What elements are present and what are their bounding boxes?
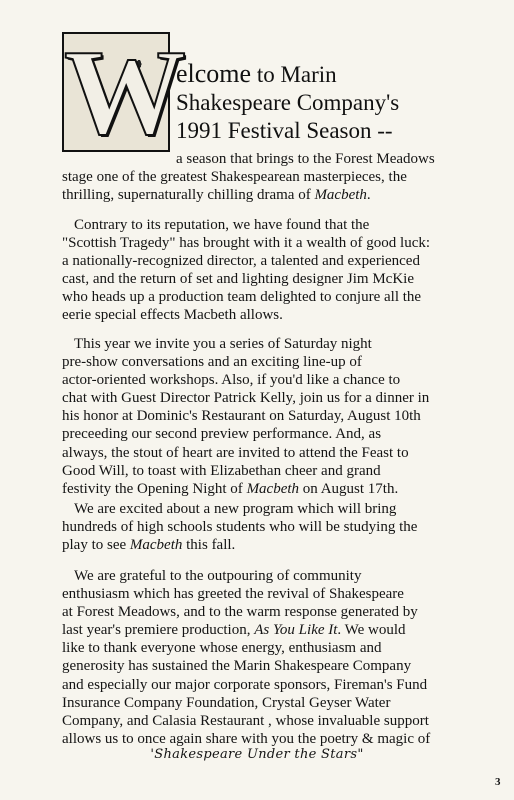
page-number: 3 (495, 776, 501, 788)
paragraph-scottish-tragedy: Contrary to its reputation, we have found that the "Scottish Tragedy" has brought with it a wealth of good luck: a nationally-recognized director, a talented and experienced cast, and the return of set and lighting designer Jim McKie who heads up a production team delighted to conjure all the eerie special effects Macbeth allows. (62, 217, 431, 324)
heading-line-3: 1991 Festival Season -- (176, 118, 393, 143)
paragraph-school-program: We are excited about a new program which will bring hundreds of high schools students who will be studying the play to see Macbeth this fall. (62, 501, 418, 554)
welcome-heading (176, 60, 506, 145)
ornamental-dropcap-w (62, 25, 186, 160)
heading-line-1: elcome to Marin (176, 59, 337, 88)
dropcap-letter: W (64, 25, 186, 160)
heading-line-2: Shakespeare Company's (176, 90, 400, 115)
paragraph-intro: stage one of the greatest Shakespearean masterpieces, the thrilling, supernaturally chilling drama of Macbeth. (62, 169, 407, 204)
paragraph-gratitude: We are grateful to the outpouring of community enthusiasm which has greeted the revival of Shakespeare at Forest Meadows, and to the warm response generated by last year's premiere production, As You Like It. We would like to thank everyone whose energy, enthusiasm and generosity has sustained the Marin Shakespeare Company and especially our major corporate sponsors, Fireman's Fund Insurance Company Foundation, Crystal Geyser Water Company, and Calasia Restaurant , whose invaluable support allows us to once again share with you the poetry & magic of (62, 568, 431, 747)
lead-line: a season that brings to the Forest Meadows (176, 151, 435, 167)
footer-tagline: 'Shakespeare Under the Stars" (150, 747, 364, 762)
paragraph-saturday-events: This year we invite you a series of Saturday night pre-show conversations and an exciting line-up of actor-oriented workshops. Also, if you'd like a chance to chat with Guest Director Patrick Kelly, join us for a dinner in his honor at Dominic's Restaurant on Saturday, August 10th preceeding our second preview performance. And, as always, the stout of heart are invited to attend the Feast to Good Will, to toast with Elizabethan cheer and grand festivity the Opening Night of Macbeth on August 17th. (62, 336, 430, 497)
